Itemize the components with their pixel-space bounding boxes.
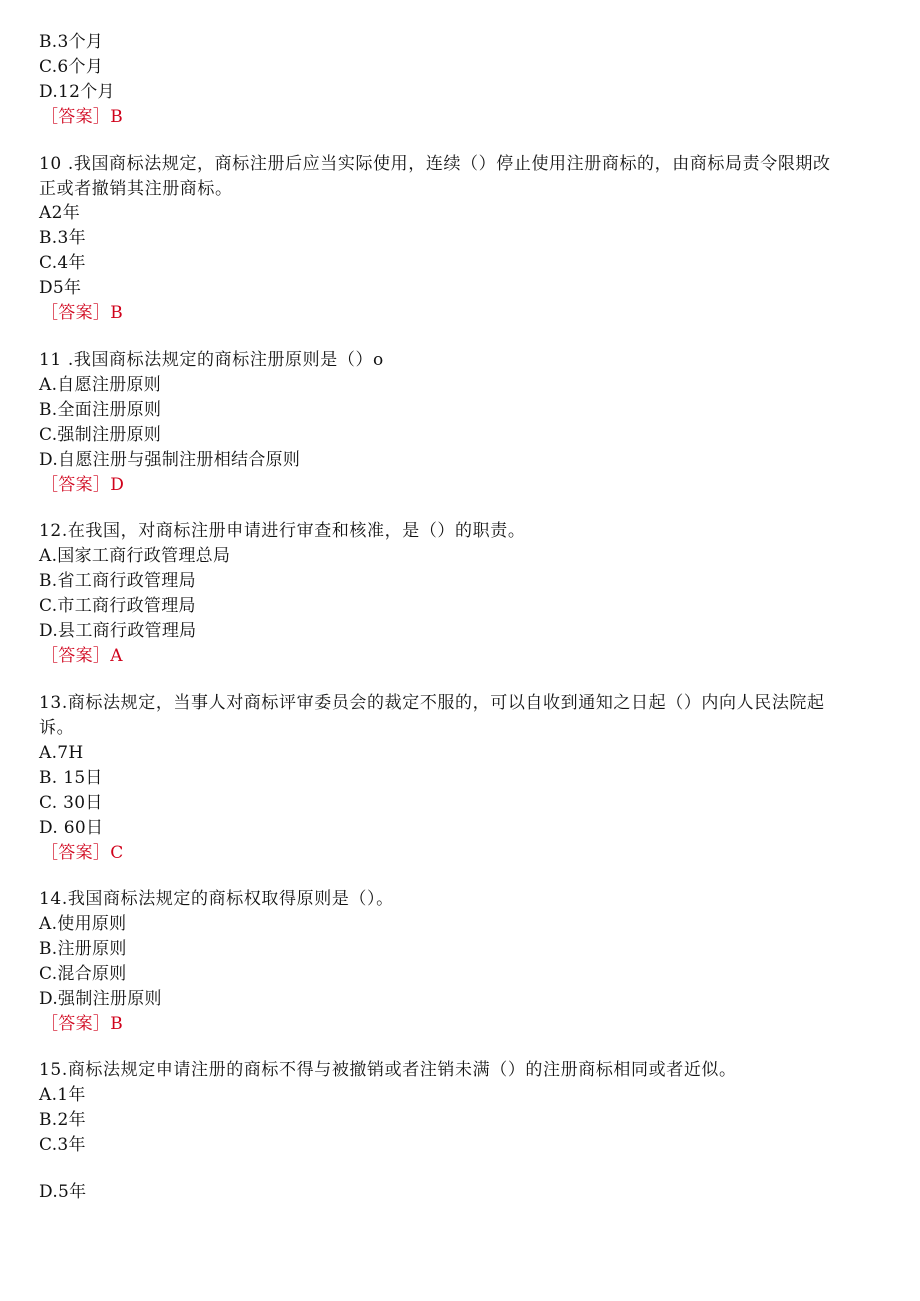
question-12-option-d: D.县工商行政管理局 bbox=[39, 621, 197, 641]
question-11-option-b: B.全面注册原则 bbox=[39, 400, 162, 420]
question-15-option-a: A.1年 bbox=[39, 1085, 86, 1105]
question-13-answer: ［答案］C bbox=[41, 843, 124, 863]
question-14-option-a: A.使用原则 bbox=[39, 914, 127, 934]
answer-label: ［答案］B bbox=[41, 107, 123, 127]
question-10-option-d: D5年 bbox=[39, 278, 82, 298]
question-15-option-b: B.2年 bbox=[39, 1110, 86, 1130]
question-11-option-a: A.自愿注册原则 bbox=[39, 375, 162, 395]
question-11-option-c: C.强制注册原则 bbox=[39, 425, 162, 445]
question-15-option-d: D.5年 bbox=[39, 1182, 87, 1202]
question-10-option-b: B.3年 bbox=[39, 228, 86, 248]
question-11-stem: 11 .我国商标法规定的商标注册原则是（）o bbox=[39, 350, 384, 370]
option-b: B.3个月 bbox=[39, 32, 104, 52]
option-d: D.12个月 bbox=[39, 82, 115, 102]
question-14-option-c: C.混合原则 bbox=[39, 964, 127, 984]
question-10-stem-cont: 正或者撤销其注册商标。 bbox=[39, 179, 233, 199]
question-14-stem: 14.我国商标法规定的商标权取得原则是（）。 bbox=[39, 889, 394, 909]
question-14-answer: ［答案］B bbox=[41, 1014, 123, 1034]
question-12-answer: ［答案］A bbox=[41, 646, 123, 666]
question-14-option-d: D.强制注册原则 bbox=[39, 989, 162, 1009]
question-15-option-c: C.3年 bbox=[39, 1135, 86, 1155]
question-12-option-a: A.国家工商行政管理总局 bbox=[39, 546, 231, 566]
question-12-stem: 12.在我国，对商标注册申请进行审查和核准，是（）的职责。 bbox=[39, 521, 526, 541]
question-13-stem-cont: 诉。 bbox=[39, 718, 75, 738]
question-10-option-a: A2年 bbox=[39, 203, 80, 223]
option-c: C.6个月 bbox=[39, 57, 104, 77]
question-13-option-c: C. 30日 bbox=[39, 793, 103, 813]
question-13-option-a: A.7H bbox=[39, 743, 84, 763]
question-10-option-c: C.4年 bbox=[39, 253, 86, 273]
question-12-option-b: B.省工商行政管理局 bbox=[39, 571, 196, 591]
question-11-answer: ［答案］D bbox=[41, 475, 125, 495]
question-10-answer: ［答案］B bbox=[41, 303, 123, 323]
question-14-option-b: B.注册原则 bbox=[39, 939, 127, 959]
question-12-option-c: C.市工商行政管理局 bbox=[39, 596, 196, 616]
question-10-stem: 10 .我国商标法规定，商标注册后应当实际使用，连续（）停止使用注册商标的，由商标局责令限期改 bbox=[39, 154, 831, 174]
question-13-stem: 13.商标法规定，当事人对商标评审委员会的裁定不服的，可以自收到通知之日起（）内向人民法院起 bbox=[39, 693, 825, 713]
question-13-option-d: D. 60日 bbox=[39, 818, 104, 838]
question-11-option-d: D.自愿注册与强制注册相结合原则 bbox=[39, 450, 301, 470]
question-15-stem: 15.商标法规定申请注册的商标不得与被撤销或者注销未满（）的注册商标相同或者近似。 bbox=[39, 1060, 737, 1080]
question-13-option-b: B. 15日 bbox=[39, 768, 103, 788]
